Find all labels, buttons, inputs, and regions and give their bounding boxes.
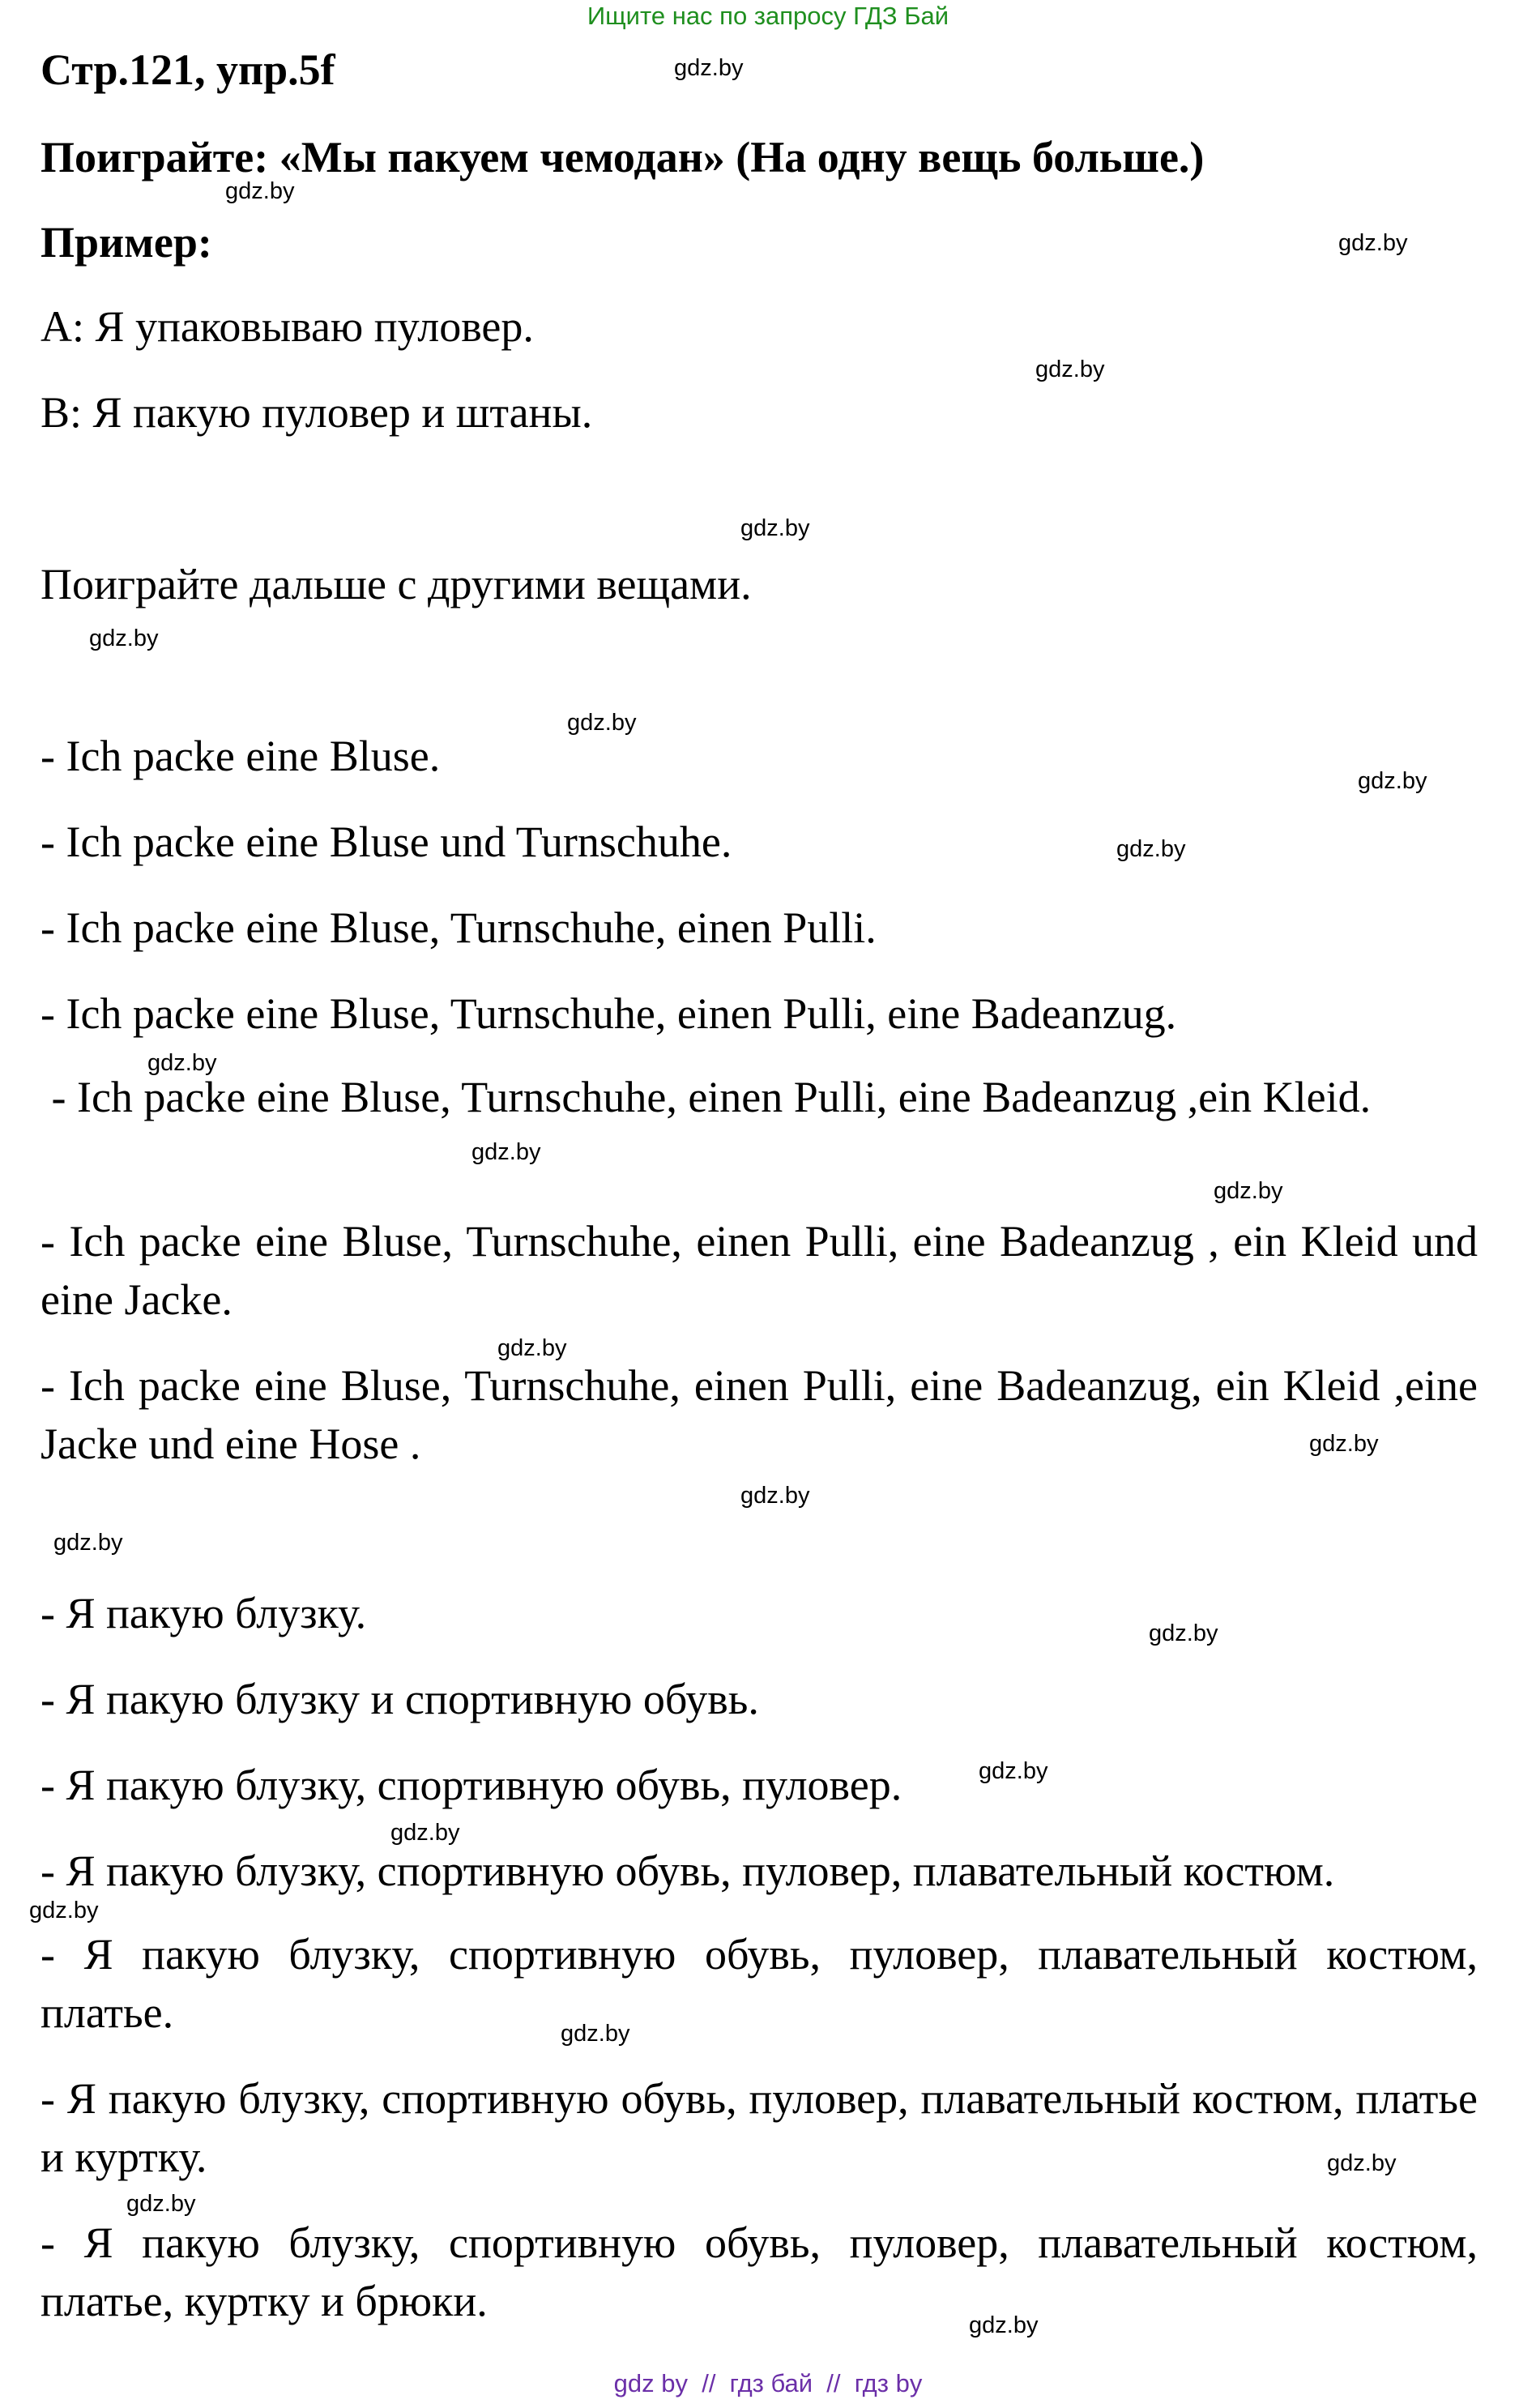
watermark: gdz.by [1309, 1431, 1379, 1457]
russian-line: - Я пакую блузку и спортивную обувь. [41, 1675, 759, 1723]
example-line-a: A: Я упаковываю пуловер. [41, 302, 534, 351]
russian-line: - Я пакую блузку, спортивную обувь, пуловер. [41, 1761, 902, 1809]
continue-instruction: Поиграйте дальше с другими вещами. [41, 560, 752, 608]
watermark: gdz.by [740, 1483, 810, 1509]
watermark: gdz.by [1116, 836, 1186, 862]
watermark: gdz.by [1327, 2150, 1397, 2176]
page-heading: Стр.121, упр.5f [41, 45, 335, 94]
german-line: - Ich packe eine Bluse, Turnschuhe, einen Pulli, eine Badeanzug ,ein Kleid. [41, 1073, 1372, 1121]
german-line: - Ich packe eine Bluse. [41, 732, 441, 780]
watermark: gdz.by [1035, 357, 1105, 382]
watermark: gdz.by [390, 1820, 460, 1846]
watermark: gdz.by [89, 625, 159, 651]
watermark: gdz.by [53, 1530, 123, 1556]
example-line-b: B: Я пакую пуловер и штаны. [41, 388, 593, 437]
watermark: gdz.by [1338, 230, 1408, 256]
german-line: - Ich packe eine Bluse, Turnschuhe, einen Pulli, eine Badeanzug. [41, 989, 1177, 1038]
task-title: Поиграйте: «Мы пакуем чемодан» (На одну вещь больше.) [41, 133, 1205, 181]
watermark: gdz.by [561, 2021, 630, 2047]
russian-line: - Я пакую блузку, спортивную обувь, пуловер, плавательный костюм, платье. [41, 1930, 1478, 2037]
german-line: - Ich packe eine Bluse und Turnschuhe. [41, 818, 732, 866]
russian-line: - Я пакую блузку, спортивную обувь, пуловер, плавательный костюм. [41, 1847, 1335, 1895]
watermark: gdz.by [126, 2191, 196, 2217]
russian-line: - Я пакую блузку, спортивную обувь, пуловер, плавательный костюм, платье, куртку и брюки. [41, 2218, 1478, 2325]
top-banner-link[interactable]: Ищите нас по запросу ГДЗ Бай [587, 2, 949, 30]
watermark: gdz.by [979, 1758, 1048, 1784]
watermark: gdz.by [740, 515, 810, 541]
watermark: gdz.by [674, 55, 744, 81]
footer-links[interactable]: gdz by // гдз бай // гдз by [613, 2369, 923, 2397]
watermark: gdz.by [969, 2312, 1039, 2338]
example-label: Пример: [41, 218, 212, 267]
german-line: - Ich packe eine Bluse, Turnschuhe, einen Pulli, eine Badeanzug, ein Kleid ,eine Jacke und eine Hose . [41, 1361, 1478, 1468]
watermark: gdz.by [1149, 1620, 1218, 1646]
watermark: gdz.by [1214, 1178, 1283, 1204]
watermark: gdz.by [471, 1139, 541, 1165]
watermark: gdz.by [225, 178, 295, 204]
german-line: - Ich packe eine Bluse, Turnschuhe, einen Pulli, eine Badeanzug , ein Kleid und eine Jacke. [41, 1217, 1478, 1324]
watermark: gdz.by [1358, 768, 1427, 794]
watermark: gdz.by [147, 1050, 217, 1076]
watermark: gdz.by [29, 1898, 99, 1923]
watermark: gdz.by [497, 1335, 567, 1361]
watermark: gdz.by [567, 710, 637, 736]
german-line: - Ich packe eine Bluse, Turnschuhe, einen Pulli. [41, 903, 877, 952]
russian-line: - Я пакую блузку, спортивную обувь, пуловер, плавательный костюм, платье и куртку. [41, 2074, 1478, 2181]
russian-line: - Я пакую блузку. [41, 1589, 367, 1637]
